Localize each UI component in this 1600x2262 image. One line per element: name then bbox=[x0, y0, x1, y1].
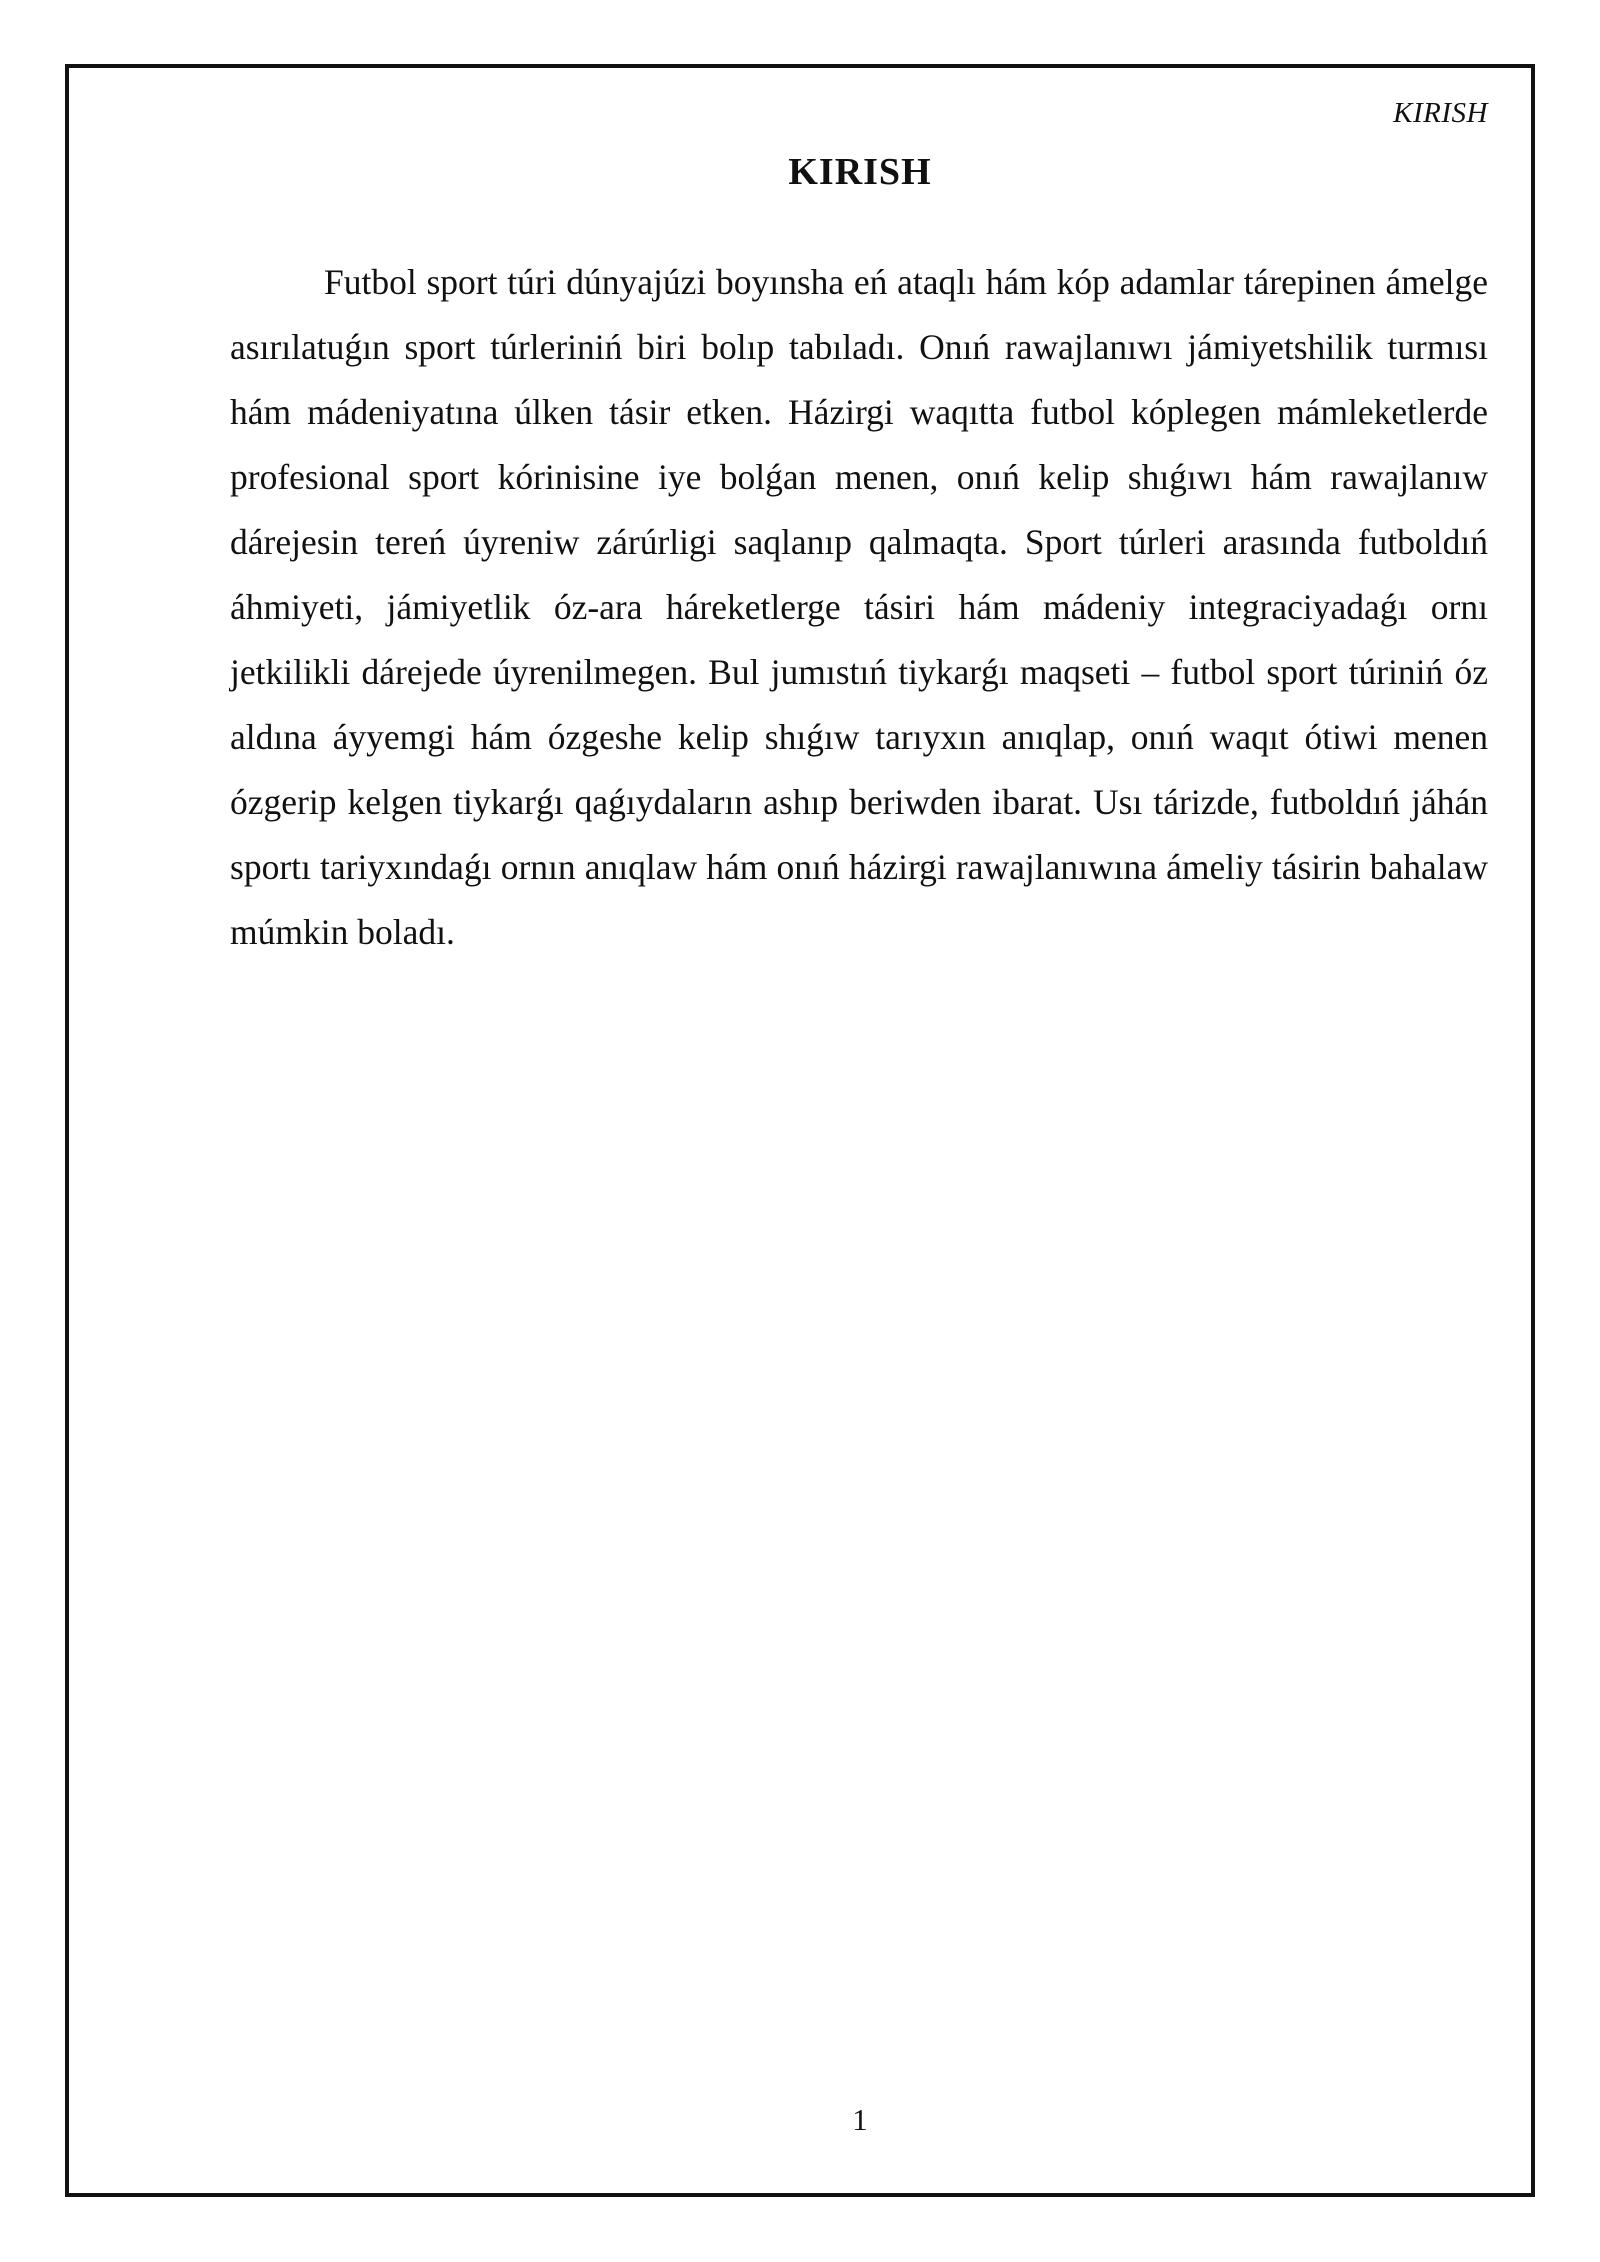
body-paragraph: Futbol sport túri dúnyajúzi boyınsha eń ataqlı hám kóp adamlar tárepinen ámelge asırılatuǵın sport túrleriniń biri bolıp tabıladı. Onıń rawajlanıwı jámiyetshilik turmısı hám mádeniyatına úlken tásir etken. Házirgi waqıtta futbol kóplegen mámleketlerde profesional sport kórinisine iye bolǵan menen, onıń kelip shıǵıwı hám rawajlanıw dárejesin tereń úyreniw zárúrligi saqlanıp qalmaqta. Sport túrleri arasında futboldıń áhmiyeti, jámiyetlik óz-ara háreketlerge tásiri hám mádeniy integraciyadaǵı ornı jetkilikli dárejede úyrenilmegen. Bul jumıstıń tiykarǵı maqseti – futbol sport túriniń óz aldına áyyemgi hám ózgeshe kelip shıǵıw tarıyxın anıqlap, onıń waqıt ótiwi menen ózgerip kelgen tiykarǵı qaǵıydaların ashıp beriwden ibarat. Usı tárizde, futboldıń jáhán sportı tariyxındaǵı ornın anıqlaw hám onıń házirgi rawajlanıwına ámeliy tásirin bahalaw múmkin boladı. bbox=[230, 262, 1488, 952]
page-number: 1 bbox=[852, 2102, 868, 2137]
running-header: KIRISH bbox=[1393, 97, 1488, 129]
document-title: KIRISH bbox=[788, 151, 932, 193]
